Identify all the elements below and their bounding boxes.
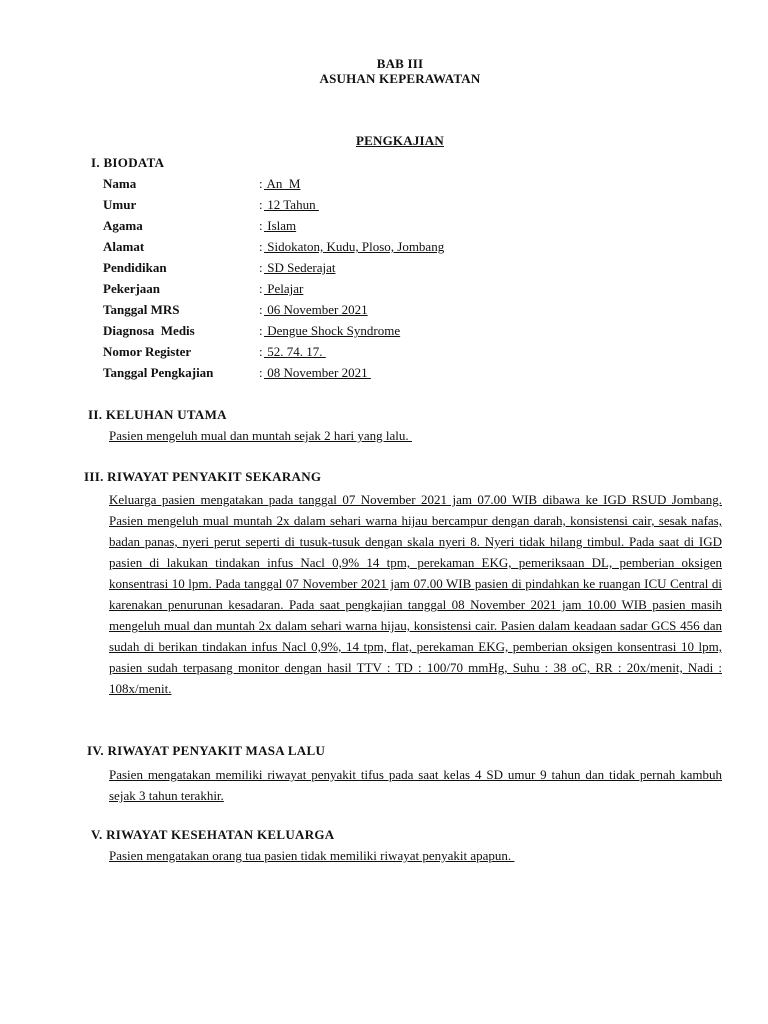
biodata-value: Sidokaton, Kudu, Ploso, Jombang bbox=[264, 239, 445, 254]
biodata-colon: : bbox=[259, 218, 263, 233]
biodata-colon: : bbox=[259, 281, 263, 296]
chapter-subtitle: ASUHAN KEPERAWATAN bbox=[319, 71, 481, 86]
biodata-label: Tanggal MRS bbox=[103, 302, 180, 317]
biodata-colon: : bbox=[259, 260, 263, 275]
biodata-colon: : bbox=[259, 323, 263, 338]
section-title: PENGKAJIAN bbox=[356, 133, 444, 148]
biodata-colon: : bbox=[259, 365, 263, 380]
riwayat-lalu-text: Pasien mengatakan memiliki riwayat penyakit tifus pada saat kelas 4 SD umur 9 tahun dan tidak pernah kambuh sejak 3 tahun terakhir. bbox=[109, 767, 722, 803]
biodata-value: Islam bbox=[264, 218, 297, 233]
biodata-label: Diagnosa Medis bbox=[103, 323, 195, 338]
biodata-value: 06 November 2021 bbox=[264, 302, 368, 317]
chapter-title: BAB III bbox=[376, 56, 424, 71]
biodata-value: Dengue Shock Syndrome bbox=[264, 323, 401, 338]
riwayat-sekarang-heading: III. RIWAYAT PENYAKIT SEKARANG bbox=[84, 469, 322, 484]
biodata-label: Nomor Register bbox=[103, 344, 192, 359]
keluhan-utama-heading: II. KELUHAN UTAMA bbox=[88, 407, 227, 422]
riwayat-keluarga-heading: V. RIWAYAT KESEHATAN KELUARGA bbox=[91, 827, 335, 842]
riwayat-keluarga-text: Pasien mengatakan orang tua pasien tidak memiliki riwayat penyakit apapun. bbox=[109, 848, 515, 863]
biodata-label: Nama bbox=[103, 176, 137, 191]
riwayat-lalu-heading: IV. RIWAYAT PENYAKIT MASA LALU bbox=[87, 743, 326, 758]
riwayat-sekarang-text: Keluarga pasien mengatakan pada tanggal 07 November 2021 jam 07.00 WIB dibawa ke IGD RSUD Jombang. Pasien mengeluh mual muntah 2x dalam sehari warna hijau bercampur dengan darah, konsistensi cair, sesak nafas, badan panas, nyeri perut seperti di tusuk-tusuk dengan skala nyeri 8. Nyeri tidak hilang timbul. Pada saat di IGD pasien di lakukan tindakan infus Nacl 0,9% 14 tpm, perekaman EKG, pemeriksaan DL, pemberian oksigen konsentrasi 10 lpm. Pada tanggal 07 November 2021 jam 07.00 WIB pasien di pindahkan ke ruangan ICU Central di karenakan penurunan kesadaran. Pada saat pengkajian tanggal 08 November 2021 jam 10.00 WIB pasien masih mengeluh mual dan muntah 2x dalam sehari warna hijau, konsistensi cair. Pasien dalam keadaan sadar GCS 456 dan sudah di berikan tindakan infus Nacl 0,9%, 14 tpm, flat, perekaman EKG, pemberian oksigen konsentrasi 10 lpm, pasien sudah terpasang monitor dengan hasil TTV : TD : 100/70 mmHg, Suhu : 38 oC, RR : 20x/menit, Nadi : 108x/menit. bbox=[109, 492, 722, 696]
biodata-value: 12 Tahun bbox=[264, 197, 319, 212]
keluhan-utama-text: Pasien mengeluh mual dan muntah sejak 2 hari yang lalu. bbox=[109, 428, 412, 443]
biodata-colon: : bbox=[259, 344, 263, 359]
biodata-colon: : bbox=[259, 197, 263, 212]
biodata-colon: : bbox=[259, 239, 263, 254]
biodata-label: Alamat bbox=[103, 239, 145, 254]
biodata-label: Tanggal Pengkajian bbox=[103, 365, 214, 380]
biodata-value: 08 November 2021 bbox=[264, 365, 371, 380]
biodata-value: An M bbox=[264, 176, 301, 191]
biodata-label: Umur bbox=[103, 197, 137, 212]
biodata-colon: : bbox=[259, 302, 263, 317]
biodata-value: SD Sederajat bbox=[264, 260, 336, 275]
biodata-label: Pendidikan bbox=[103, 260, 167, 275]
biodata-label: Agama bbox=[103, 218, 143, 233]
biodata-colon: : bbox=[259, 176, 263, 191]
biodata-label: Pekerjaan bbox=[103, 281, 161, 296]
biodata-value: Pelajar bbox=[264, 281, 304, 296]
biodata-heading: I. BIODATA bbox=[91, 155, 165, 170]
biodata-value: 52. 74. 17. bbox=[264, 344, 326, 359]
